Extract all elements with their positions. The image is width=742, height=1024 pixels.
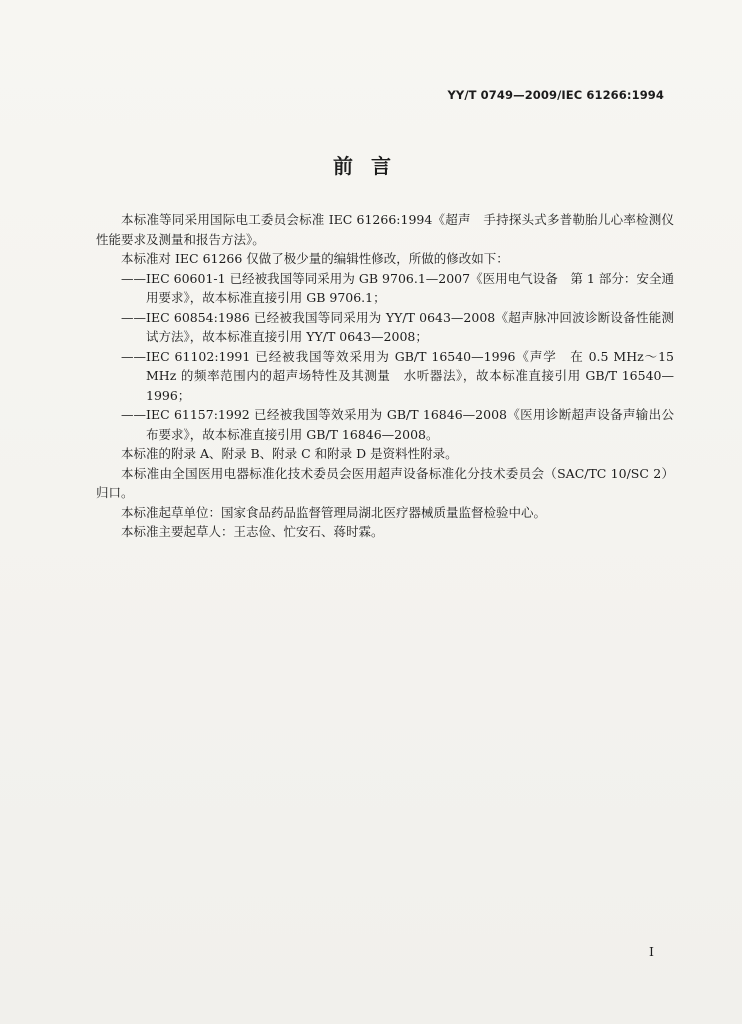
preface-paragraph: 本标准等同采用国际电工委员会标准 IEC 61266:1994《超声 手持探头式多普勒胎儿心率检测仪性能要求及测量和报告方法》。 bbox=[96, 212, 674, 247]
show-through-text bbox=[96, 520, 676, 940]
preface-body bbox=[96, 210, 674, 542]
modification-item: ——IEC 61102:1991 已经被我国等效采用为 GB/T 16540—1996《声学 在 0.5 MHz～15 MHz 的频率范围内的超声场特性及其测量 水听器法》，故本标准直接引用 GB/T 16540—1996； bbox=[121, 348, 674, 403]
preface-paragraph: 本标准起草单位：国家食品药品监督管理局湖北医疗器械质量监督检验中心。 bbox=[121, 504, 547, 520]
modification-item: ——IEC 60854:1986 已经被我国等同采用为 YY/T 0643—2008《超声脉冲回波诊断设备性能测试方法》，故本标准直接引用 YY/T 0643—2008； bbox=[121, 309, 674, 344]
preface-paragraph: 本标准主要起草人：王志俭、忙安石、蒋时霖。 bbox=[121, 524, 384, 539]
page-title: 前言 bbox=[333, 154, 409, 178]
preface-paragraph: 本标准由全国医用电器标准化技术委员会医用超声设备标准化分技术委员会（SAC/TC 10/SC 2）归口。 bbox=[96, 465, 674, 500]
preface-paragraph: 本标准的附录 A、附录 B、附录 C 和附录 D 是资料性附录。 bbox=[121, 446, 458, 461]
preface-paragraph: 本标准对 IEC 61266 仅做了极少量的编辑性修改，所做的修改如下： bbox=[121, 251, 509, 266]
modification-item: ——IEC 60601-1 已经被我国等同采用为 GB 9706.1—2007《医用电气设备 第 1 部分：安全通用要求》，故本标准直接引用 GB 9706.1； bbox=[121, 270, 674, 305]
modification-item: ——IEC 61157:1992 已经被我国等效采用为 GB/T 16846—2008《医用诊断超声设备声输出公布要求》，故本标准直接引用 GB/T 16846—2008。 bbox=[121, 407, 674, 442]
standard-number: YY/T 0749—2009/IEC 61266:1994 bbox=[447, 88, 664, 102]
page-number: I bbox=[649, 944, 654, 959]
